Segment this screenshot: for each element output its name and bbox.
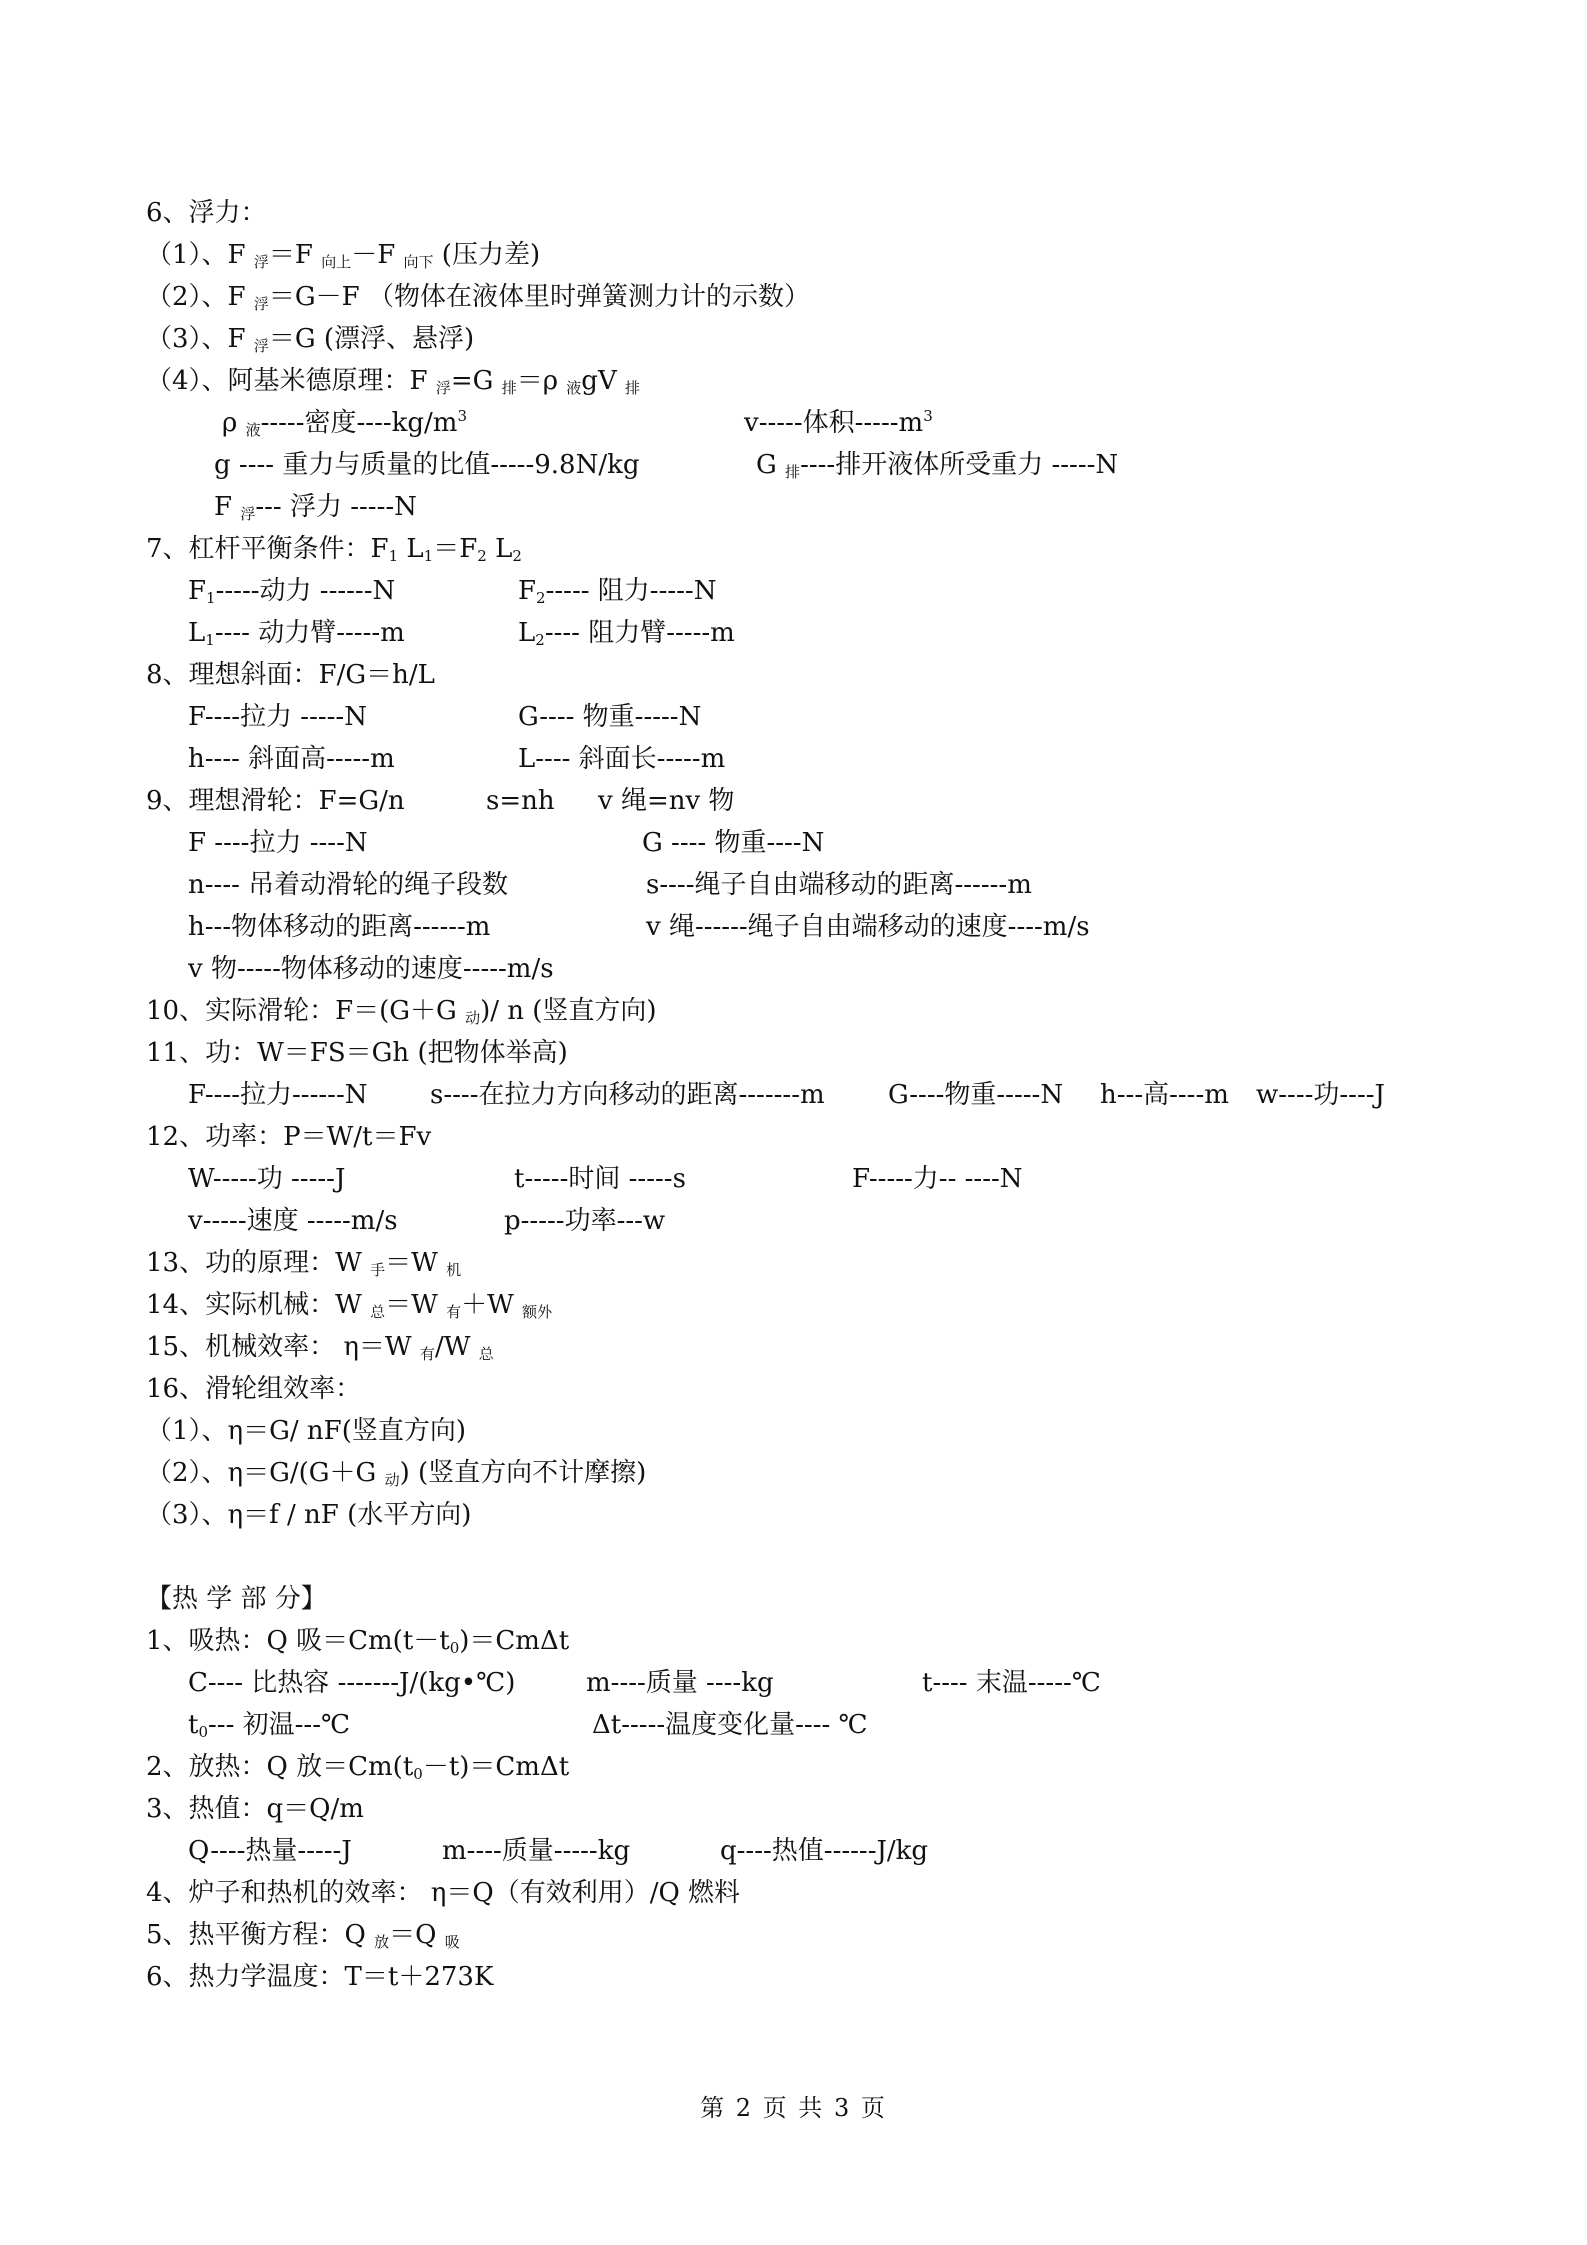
power-defs-row-1: W-----功 -----J t-----时间 -----s F-----力-- ----N — [188, 1164, 1023, 1194]
buoyancy-defs-row-2 — [146, 444, 1486, 486]
thermodynamic-temperature-formula: 6、热力学温度：T＝t＋273K — [146, 1962, 494, 1992]
calorific-defs-row-1: Q----热量-----J m----质量-----kg q----热值------J/kg — [188, 1836, 929, 1866]
page-footer: 第 2 页 共 3 页 — [700, 2094, 887, 2122]
buoyancy-defs-row-1 — [146, 402, 1486, 444]
buoyancy-formula-1: （1）、F $_浮$＝F $_{向上}$－F $_{向下}$ (压力差) — [146, 240, 541, 271]
power-defs-row-2: v-----速度 -----m/s p-----功率---w — [188, 1206, 666, 1236]
pulley-efficiency-formula-1: （1）、η＝G/ nF(竖直方向) — [146, 1416, 466, 1446]
heat-release-formula: 2、放热：Q 放$=Cm(t_0-t)=Cm\Delta t$ — [146, 1752, 570, 1783]
pulley-title: 9、理想滑轮：F=G/n s=nh v 绳=nv 物 — [146, 786, 735, 816]
stove-efficiency-formula: 4、炉子和热机的效率： η＝Q（有效利用）/Q 燃料 — [146, 1878, 741, 1908]
buoyancy-formula-2: （2）、F $_浮$＝G－F （物体在液体里时弹簧测力计的示数） — [146, 282, 810, 313]
gravity-ratio-def: g ---- 重力与质量的比值-----9.8N/kg — [214, 450, 640, 480]
heat-section-header: 【热 学 部 分】 — [146, 1584, 327, 1614]
density-def: ρ $_液$-----密度$----kg/m^3$ — [222, 407, 468, 439]
real-pulley-formula: 10、实际滑轮：F＝(G＋G $_动$)/ n (竖直方向) — [146, 996, 657, 1027]
lever-title: 7、杠杆平衡条件：$F_1$ $L_1=F_2$ $L_2$ — [146, 534, 522, 565]
document-body — [146, 192, 1486, 1998]
work-defs-row-1: F----拉力------N s----在拉力方向移动的距离-------m G----物重-----N h---高----m w----功----J — [188, 1080, 1385, 1110]
volume-def: v-----体积$-----m^3$ — [744, 407, 933, 438]
displaced-weight-def: G $_排$----排开液体所受重力 -----N — [756, 450, 1119, 481]
buoyant-force-def: F $_浮$--- 浮力 -----N — [214, 492, 417, 523]
real-machine-formula: 14、实际机械：W $_总$＝W $_有$＋W $_{额外}$ — [146, 1290, 553, 1321]
heat-balance-formula: 5、热平衡方程：Q $_放$＝Q $_吸$ — [146, 1920, 460, 1951]
lever-defs-row-2: $L_1----$ 动力臂-----m $L_2----$ 阻力臂-----m — [188, 618, 735, 649]
buoyancy-defs-row-3 — [146, 486, 1486, 528]
work-principle-formula: 13、功的原理：W $_手$＝W $_机$ — [146, 1248, 462, 1279]
pulley-defs-row-4: v 物-----物体移动的速度-----m/s — [188, 954, 554, 984]
buoyancy-title: 6、浮力： — [146, 198, 267, 228]
pulley-defs-row-3: h---物体移动的距离------m v 绳------绳子自由端移动的速度----m/s — [188, 912, 1090, 942]
buoyancy-formula-3: （3）、F $_浮$＝G (漂浮、悬浮) — [146, 324, 475, 355]
pulley-efficiency-formula-2: （2）、η＝G/(G＋G $_动$) (竖直方向不计摩擦) — [146, 1458, 647, 1489]
work-title: 11、功：W＝FS＝Gh (把物体举高) — [146, 1038, 568, 1068]
incline-defs-row-1: F----拉力 -----N G---- 物重-----N — [188, 702, 702, 732]
pulley-efficiency-formula-3: （3）、η＝f / nF (水平方向) — [146, 1500, 472, 1530]
heat-absorb-formula: 1、吸热：Q 吸$=Cm(t-t_0)=Cm\Delta t$ — [146, 1626, 570, 1657]
section-gap — [146, 1536, 1486, 1578]
pulley-defs-row-1: F ----拉力 ----N G ---- 物重----N — [188, 828, 825, 858]
incline-defs-row-2: h---- 斜面高-----m L---- 斜面长-----m — [188, 744, 726, 774]
heat-absorb-defs-row-1: C---- 比热容 -------J/(kg•℃) m----质量 ----kg t---- 末温-----℃ — [188, 1668, 1101, 1698]
incline-title: 8、理想斜面：F/G＝h/L — [146, 660, 435, 690]
power-title: 12、功率：P＝W/t＝Fv — [146, 1122, 432, 1152]
pulley-defs-row-2: n---- 吊着动滑轮的绳子段数 s----绳子自由端移动的距离------m — [188, 870, 1032, 900]
buoyancy-formula-4: （4）、阿基米德原理：F $_浮$=G $_排$＝ρ $_液$gV $_排$ — [146, 366, 640, 397]
pulley-efficiency-title: 16、滑轮组效率： — [146, 1374, 362, 1404]
lever-defs-row-1: $F_1-----$动力 ------N $F_2-----$ 阻力-----N — [188, 576, 717, 607]
mechanical-efficiency-formula: 15、机械效率： η＝W $_有$/W $_总$ — [146, 1332, 494, 1363]
heat-absorb-defs-row-2: $t_0---$ 初温---℃ Δt-----温度变化量---- ℃ — [188, 1710, 868, 1741]
calorific-value-formula: 3、热值：q＝Q/m — [146, 1794, 364, 1824]
